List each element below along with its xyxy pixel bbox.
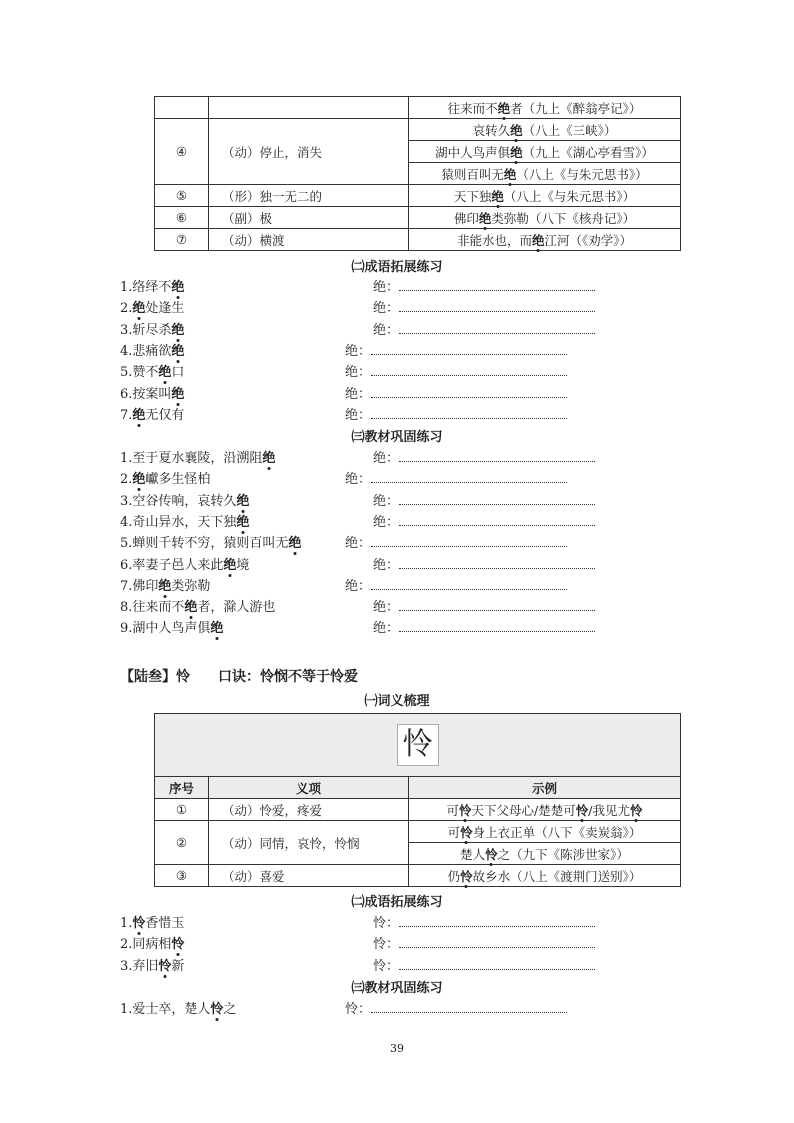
emphasized-char: 绝 (262, 451, 276, 466)
exercise-text: 6.率妻子邑人来此绝境 (120, 557, 250, 573)
sense-number: ⑥ (155, 207, 209, 229)
answer-dotted-line[interactable] (371, 534, 567, 547)
emphasized-char: 绝 (531, 232, 545, 248)
answer-dotted-line[interactable] (371, 577, 567, 590)
answer-dotted-line[interactable] (399, 935, 595, 948)
answer-blank[interactable] (345, 361, 567, 380)
emphasized-char: 怜 (629, 802, 643, 818)
answer-blank[interactable] (345, 998, 567, 1017)
sense-meaning: （副）极 (209, 207, 409, 229)
emphasized-char: 绝 (171, 280, 185, 295)
section-title-idiom-jue: ㈡成语拓展练习 (351, 260, 443, 275)
exercise-text: 4.悲痛欲绝 (120, 343, 185, 359)
sense-number: ⑦ (155, 229, 209, 251)
emphasized-char: 怜 (485, 846, 498, 862)
header-meaning: 义项 (209, 777, 409, 799)
emphasized-char: 绝 (288, 536, 302, 552)
answer-label: 绝： (345, 578, 372, 594)
exercise-text: 7.绝无仅有 (120, 407, 185, 423)
exercise-text: 2.绝巘多生怪柏 (120, 472, 211, 488)
answer-dotted-line[interactable] (399, 299, 595, 312)
answer-dotted-line[interactable] (399, 321, 595, 334)
emphasized-char: 怜 (171, 937, 185, 953)
answer-label: 绝： (373, 322, 400, 338)
answer-label: 绝： (373, 280, 400, 295)
exercise-item (120, 955, 400, 975)
answer-blank[interactable] (345, 468, 567, 487)
answer-label: 绝： (373, 301, 400, 317)
sense-example: 可怜身上衣正单（八下《卖炭翁》） (409, 821, 681, 843)
answer-dotted-line[interactable] (399, 619, 595, 632)
emphasized-char: 绝 (223, 557, 237, 573)
exercise-item (120, 340, 372, 360)
answer-label: 绝： (345, 386, 372, 402)
emphasized-char: 绝 (210, 621, 224, 637)
answer-blank[interactable] (373, 933, 595, 952)
exercise-item (120, 554, 400, 574)
answer-blank[interactable] (345, 383, 567, 402)
answer-blank[interactable] (373, 319, 595, 338)
sense-example: 楚人怜之（九下《陈涉世家》） (409, 843, 681, 865)
exercise-text: 5.蝉则千转不穷，猿则百叫无绝 (120, 536, 302, 552)
emphasized-char: 绝 (132, 301, 146, 317)
emphasized-char: 怜 (132, 916, 146, 931)
sense-meaning: （动）横渡 (209, 229, 409, 251)
answer-blank[interactable] (373, 617, 595, 636)
exercise-text: 2.绝处逢生 (120, 301, 185, 317)
emphasized-char: 绝 (491, 188, 504, 204)
answer-label: 怜： (373, 916, 400, 931)
answer-label: 绝： (345, 343, 372, 359)
answer-dotted-line[interactable] (399, 556, 595, 569)
exercise-item (120, 617, 400, 637)
answer-blank[interactable] (373, 297, 595, 316)
header-example: 示例 (409, 777, 681, 799)
lesson-heading: 【陆叁】怜 口诀：怜悯不等于怜爱 (120, 669, 358, 685)
exercise-text: 6.按案叫绝 (120, 386, 185, 402)
exercise-item (120, 933, 400, 953)
exercise-item (120, 447, 400, 467)
sense-meaning: （动）怜爱，疼爱 (209, 799, 409, 821)
exercise-text: 1.爱士卒，楚人怜之 (120, 1002, 237, 1017)
exercise-item (120, 912, 400, 932)
emphasized-char: 怜 (158, 958, 172, 974)
answer-blank[interactable] (373, 276, 595, 295)
sense-number: ⑤ (155, 185, 209, 207)
big-char-cell (155, 714, 681, 777)
exercise-text: 4.奇山异水，天下独绝 (120, 514, 250, 530)
answer-label: 绝： (345, 536, 372, 552)
section-title-meaning-lian: ㈠词义梳理 (364, 694, 430, 709)
answer-dotted-line[interactable] (399, 598, 595, 611)
jue-table-row (155, 229, 681, 251)
lian-table-row (155, 821, 681, 843)
answer-dotted-line[interactable] (399, 957, 595, 970)
sense-meaning: （形）独一无二的 (209, 185, 409, 207)
answer-blank[interactable] (345, 532, 567, 551)
exercise-text: 1.怜香惜玉 (120, 916, 185, 931)
exercise-text: 7.佛印绝类弥勒 (120, 578, 211, 594)
emphasized-char: 怜 (460, 824, 473, 840)
jue-table-row (155, 185, 681, 207)
exercise-text: 3.空谷传响，哀转久绝 (120, 493, 250, 509)
answer-label: 绝： (373, 557, 400, 573)
exercise-text: 9.湖中人鸟声俱绝 (120, 621, 224, 637)
emphasized-char: 绝 (132, 407, 146, 423)
emphasized-char: 绝 (184, 600, 198, 616)
exercise-item (120, 468, 372, 488)
answer-dotted-line[interactable] (371, 1000, 567, 1013)
answer-dotted-line[interactable] (399, 914, 595, 927)
sense-example: 佛印绝类弥勒（八下《核舟记》） (409, 207, 681, 229)
emphasized-char: 绝 (132, 472, 146, 488)
answer-blank[interactable] (373, 554, 595, 573)
answer-label: 绝： (373, 514, 400, 530)
answer-dotted-line[interactable] (399, 449, 595, 462)
emphasized-char: 怜 (210, 1002, 224, 1017)
answer-blank[interactable] (373, 490, 595, 509)
sense-meaning (209, 97, 409, 119)
emphasized-char: 绝 (497, 100, 511, 116)
answer-dotted-line[interactable] (371, 385, 567, 398)
answer-label: 绝： (345, 407, 372, 423)
exercise-item (120, 276, 400, 296)
exercise-text: 2.同病相怜 (120, 937, 185, 953)
sense-number: ② (155, 821, 209, 865)
answer-dotted-line[interactable] (399, 278, 595, 291)
exercise-item (120, 490, 400, 510)
sense-example: 往来而不绝者（九上《醉翁亭记》） (409, 97, 681, 119)
emphasized-char: 怜 (575, 802, 589, 818)
emphasized-char: 怜 (459, 802, 472, 818)
sense-meaning: （动）喜爱 (209, 865, 409, 887)
exercise-item (120, 575, 372, 595)
exercise-text: 1.至于夏水襄陵，沿溯阻绝 (120, 451, 276, 466)
answer-label: 怜： (373, 937, 400, 953)
answer-label: 绝： (373, 493, 400, 509)
exercise-item (120, 532, 372, 552)
exercise-item (120, 297, 400, 317)
answer-blank[interactable] (345, 340, 567, 359)
header-num: 序号 (155, 777, 209, 799)
emphasized-char: 绝 (158, 365, 172, 381)
sense-meaning: （动）停止，消失 (209, 119, 409, 185)
section-title-idiom-lian: ㈡成语拓展练习 (351, 895, 443, 910)
exercise-item (120, 998, 372, 1018)
lian-table-row (155, 865, 681, 887)
jue-table-row (155, 207, 681, 229)
sense-example: 可怜天下父母心/楚楚可怜/我见尤怜 (409, 799, 681, 821)
sense-example: 天下独绝（八上《与朱元思书》） (409, 185, 681, 207)
answer-label: 绝： (373, 621, 400, 637)
answer-dotted-line[interactable] (371, 363, 567, 376)
sense-example: 猿则百叫无绝（八上《与朱元思书》） (409, 163, 681, 185)
jue-table-row (155, 97, 681, 119)
answer-blank[interactable] (345, 575, 567, 594)
lian-table-row (155, 799, 681, 821)
emphasized-char: 绝 (171, 322, 185, 338)
answer-blank[interactable] (373, 955, 595, 974)
sense-example: 哀转久绝（八上《三峡》） (409, 119, 681, 141)
emphasized-char: 怜 (460, 868, 473, 884)
sense-number (155, 97, 209, 119)
exercise-text: 3.弃旧怜新 (120, 958, 185, 974)
exercise-item (120, 404, 372, 424)
answer-blank[interactable] (373, 912, 595, 931)
answer-dotted-line[interactable] (371, 342, 567, 355)
answer-label: 绝： (345, 472, 372, 488)
section-title-textbook-jue: ㈢教材巩固练习 (351, 430, 443, 445)
emphasized-char: 绝 (510, 144, 523, 160)
section-title-textbook-lian: ㈢教材巩固练习 (351, 981, 443, 996)
answer-dotted-line[interactable] (399, 492, 595, 505)
sense-meaning: （动）同情，哀怜，怜悯 (209, 821, 409, 865)
emphasized-char: 绝 (503, 166, 517, 182)
answer-dotted-line[interactable] (371, 406, 567, 419)
answer-label: 怜： (345, 1002, 372, 1017)
sense-example: 非能水也，而绝江河（《劝学》） (409, 229, 681, 251)
exercise-item (120, 511, 400, 531)
answer-blank[interactable] (373, 447, 595, 466)
definition-table-jue (154, 96, 681, 251)
answer-dotted-line[interactable] (399, 513, 595, 526)
page-number: 39 (390, 1042, 404, 1055)
sense-number: ① (155, 799, 209, 821)
exercise-item (120, 383, 372, 403)
emphasized-char: 绝 (171, 386, 185, 402)
sense-example: 湖中人鸟声俱绝（九上《湖心亭看雪》） (409, 141, 681, 163)
emphasized-char: 绝 (478, 210, 492, 226)
sense-example: 仍怜故乡水（八上《渡荆门送别》） (409, 865, 681, 887)
answer-label: 绝： (373, 451, 400, 466)
exercise-item (120, 319, 400, 339)
answer-label: 绝： (345, 365, 372, 381)
exercise-item (120, 361, 372, 381)
exercise-text: 5.赞不绝口 (120, 365, 185, 381)
answer-dotted-line[interactable] (371, 470, 567, 483)
exercise-text: 8.往来而不绝者，滁人游也 (120, 600, 276, 616)
emphasized-char: 绝 (236, 514, 250, 530)
answer-blank[interactable] (345, 404, 567, 423)
emphasized-char: 绝 (236, 493, 250, 509)
definition-table-lian (154, 713, 681, 887)
emphasized-char: 绝 (158, 578, 172, 594)
emphasized-char: 绝 (171, 343, 185, 359)
answer-label: 绝： (373, 600, 400, 616)
sense-number: ④ (155, 119, 209, 185)
answer-blank[interactable] (373, 511, 595, 530)
answer-label: 怜： (373, 958, 400, 974)
exercise-text: 3.斩尽杀绝 (120, 322, 185, 338)
exercise-text: 1.络绎不绝 (120, 280, 185, 295)
big-char: 怜 (397, 724, 439, 766)
emphasized-char: 绝 (510, 122, 523, 138)
answer-blank[interactable] (373, 596, 595, 615)
sense-number: ③ (155, 865, 209, 887)
jue-table-row (155, 119, 681, 141)
exercise-item (120, 596, 400, 616)
